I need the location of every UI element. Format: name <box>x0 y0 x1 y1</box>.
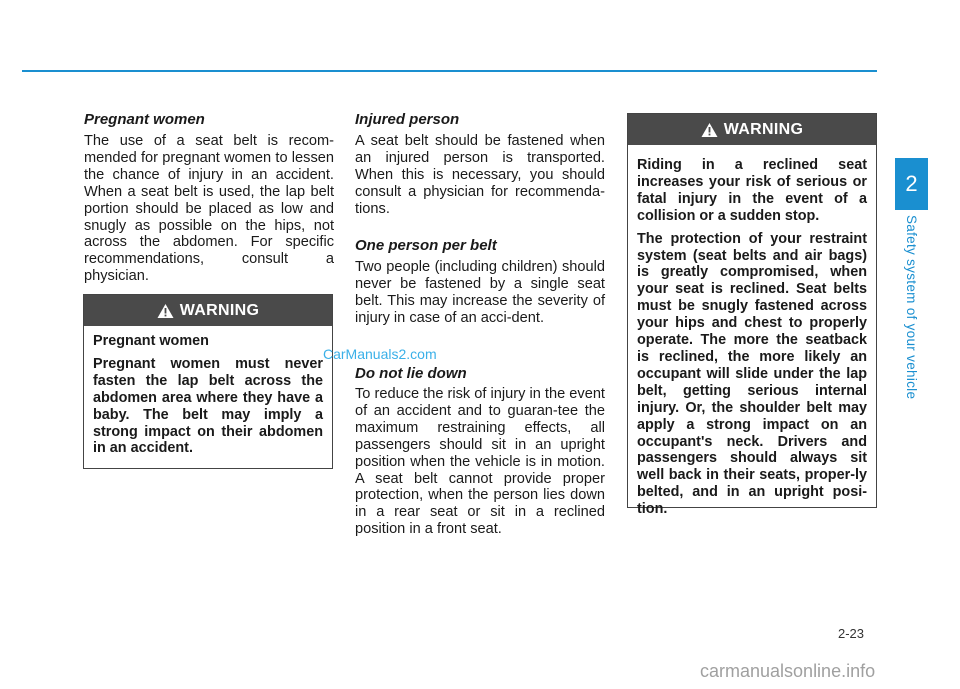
chapter-title: Safety system of your vehicle <box>904 215 919 400</box>
chapter-tab <box>895 158 928 210</box>
footer-watermark: carmanualsonline.info <box>700 661 876 681</box>
warning-triangle-icon <box>701 122 718 138</box>
warning-text-1: Riding in a reclined seat increases your risk of serious or fatal injury in the event of a collision or a sudden stop. <box>637 157 867 224</box>
paragraph-one-person-per-belt: Two people (including children) should never be fastened by a single seat belt. This may increase the severity of injury in case of an acci-dent. <box>355 259 605 326</box>
warning-box-pregnant <box>83 294 333 469</box>
warning-body <box>628 145 876 526</box>
warning-subtitle: Pregnant women <box>93 333 209 349</box>
warning-title: WARNING <box>179 301 260 319</box>
warning-box-reclined <box>627 113 877 518</box>
paragraph-do-not-lie-down: To reduce the risk of injury in the event of an accident and to guaran-tee the maximum restraining effects, all passengers should sit in an upright position when the vehicle is in motion. A seat belt cannot provide proper protection, when the person lies down in a rear seat or sit in a reclined position in a front seat. <box>355 386 605 538</box>
paragraph-pregnant-women: The use of a seat belt is recom-mended for pregnant women to lessen the chance of injury in an accident. When a seat belt is used, the lap belt portion should be placed as low and snugly as possible on the hips, not across the abdomen. For specific recommendations, consult a physician. <box>84 133 334 285</box>
warning-header <box>84 295 332 326</box>
chapter-number: 2 <box>905 171 918 196</box>
warning-body <box>84 326 332 465</box>
watermark: CarManuals2.com <box>323 346 437 362</box>
warning-header <box>628 114 876 145</box>
warning-triangle-icon <box>157 303 174 319</box>
warning-text-2: The protection of your restraint system (seat belts and air bags) is greatly compromised, when your seat is reclined. Seat belts must be snugly fastened across your hips and chest to properly operate. The more the seatback is reclined, the more likely an occupant will slide under the lap belt, getting serious internal injury. Or, the shoulder belt may apply a strong impact on an occupant's neck. Drivers and passengers should always sit well back in their seats, proper-ly belted, and in an upright posi-tion. <box>637 230 867 518</box>
warning-title: WARNING <box>723 120 804 138</box>
page-number: 2-23 <box>838 626 865 641</box>
top-rule <box>22 70 877 72</box>
heading-injured-person: Injured person <box>355 111 460 128</box>
chapter-title-container <box>895 215 928 415</box>
heading-pregnant-women: Pregnant women <box>84 111 205 128</box>
heading-do-not-lie-down: Do not lie down <box>355 365 467 382</box>
paragraph-injured-person: A seat belt should be fastened when an injured person is transported. When this is necessary, you should consult a physician for recommenda-tions. <box>355 133 605 217</box>
warning-text: Pregnant women must never fasten the lap belt across the abdomen area where they have a baby. The belt may imply a strong impact on their abdomen in an accident. <box>93 355 323 457</box>
heading-one-person-per-belt: One person per belt <box>355 237 497 254</box>
